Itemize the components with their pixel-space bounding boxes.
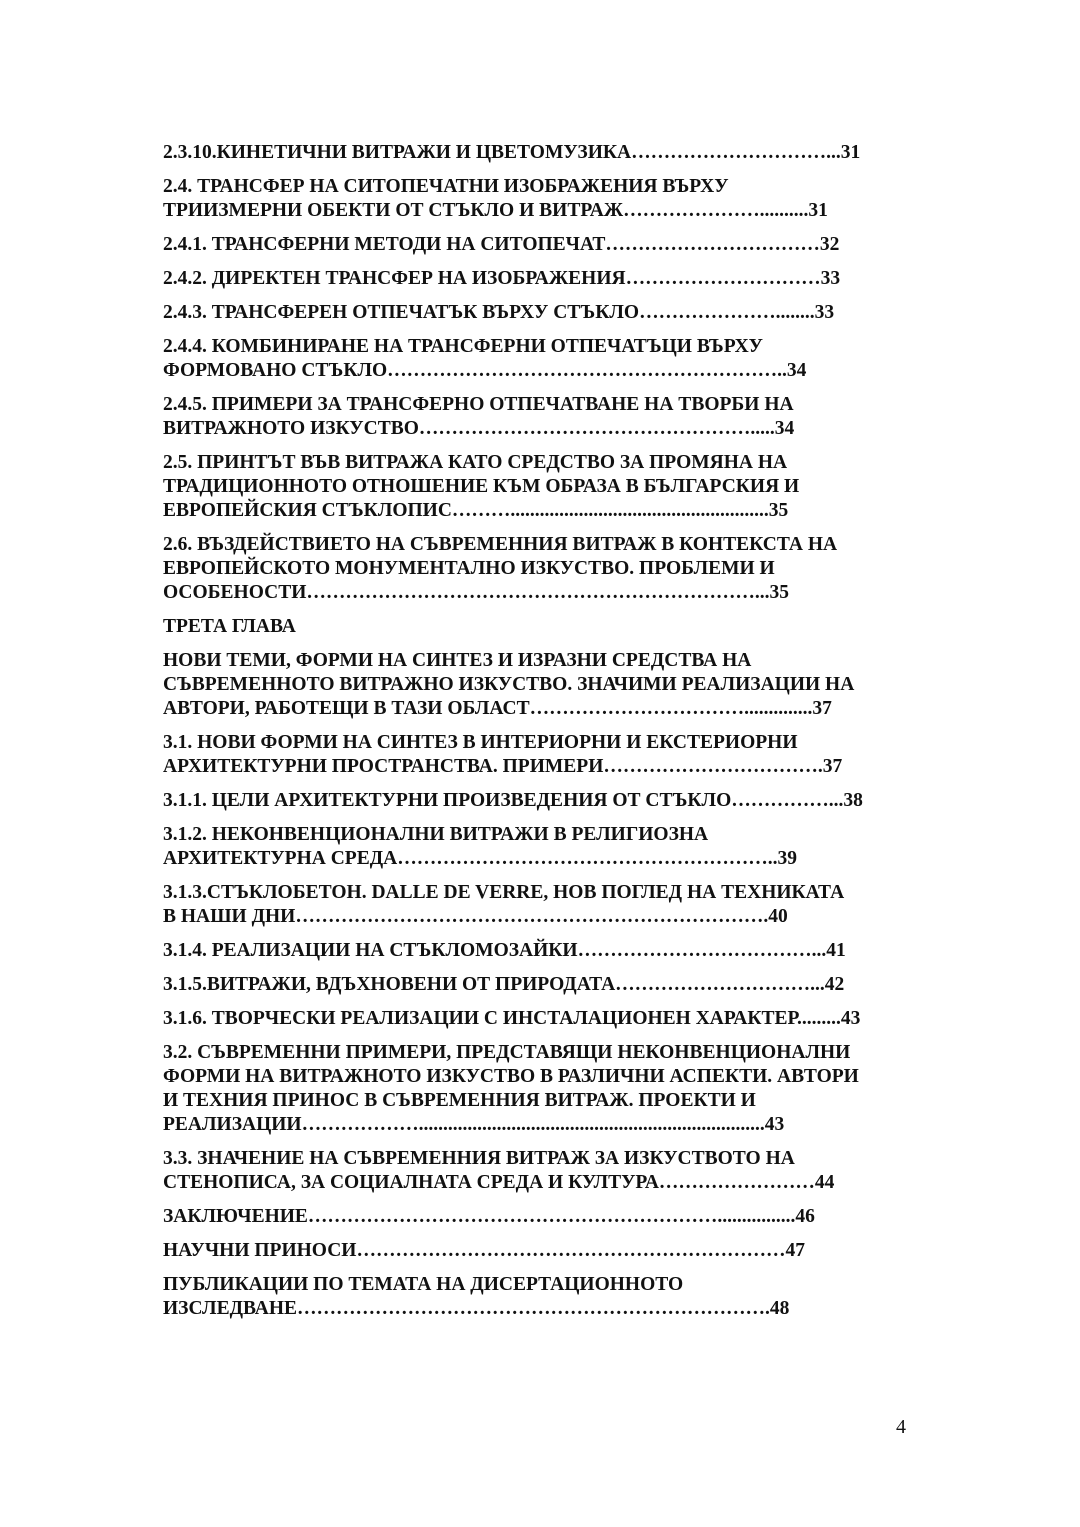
toc-entry: [163, 451, 923, 523]
toc-entry: [163, 533, 923, 605]
table-of-contents: [163, 141, 923, 1331]
toc-entry-line: 3.1.1. ЦЕЛИ АРХИТЕКТУРНИ ПРОИЗВЕДЕНИЯ ОТ СТЪКЛО……………...38: [163, 790, 863, 811]
toc-entry-line: 3.1. НОВИ ФОРМИ НА СИНТЕЗ В ИНТЕРИОРНИ И ЕКСТЕРИОРНИ: [163, 732, 798, 753]
toc-entry-line: 3.1.6. ТВОРЧЕСКИ РЕАЛИЗАЦИИ С ИНСТАЛАЦИОНЕН ХАРАКТЕР.........43: [163, 1008, 861, 1029]
toc-entry: [163, 175, 923, 223]
toc-entry-line: ТРЕТА ГЛАВА: [163, 616, 296, 637]
toc-entry-line: 2.4.2. ДИРЕКТЕН ТРАНСФЕР НА ИЗОБРАЖЕНИЯ…………………………33: [163, 268, 841, 289]
toc-entry-line: 3.1.2. НЕКОНВЕНЦИОНАЛНИ ВИТРАЖИ В РЕЛИГИОЗНА: [163, 824, 709, 845]
toc-entry-line: 2.4. ТРАНСФЕР НА СИТОПЕЧАТНИ ИЗОБРАЖЕНИЯ ВЪРХУ: [163, 176, 729, 197]
toc-entry-line: 3.2. СЪВРЕМЕННИ ПРИМЕРИ, ПРЕДСТАВЯЩИ НЕКОНВЕНЦИОНАЛНИ: [163, 1042, 851, 1063]
toc-entry-line: 2.4.5. ПРИМЕРИ ЗА ТРАНСФЕРНО ОТПЕЧАТВАНЕ НА ТВОРБИ НА: [163, 394, 794, 415]
toc-entry: [163, 823, 923, 871]
toc-entry-line: 2.3.10.КИНЕТИЧНИ ВИТРАЖИ И ЦВЕТОМУЗИКА…………………………...31: [163, 142, 861, 163]
toc-entry: [163, 141, 923, 165]
toc-entry: [163, 1273, 923, 1321]
toc-entry: [163, 233, 923, 257]
toc-entry-line: ОСОБЕНОСТИ……………………………………………………………...35: [163, 582, 790, 603]
page-number: 4: [896, 1416, 906, 1438]
toc-entry-line: 2.4.3. ТРАНСФЕРЕН ОТПЕЧАТЪК ВЪРХУ СТЪКЛО…………………........33: [163, 302, 835, 323]
toc-entry-line: И ТЕХНИЯ ПРИНОС В СЪВРЕМЕННИЯ ВИТРАЖ. ПРОЕКТИ И: [163, 1090, 756, 1111]
toc-entry-line: ЕВРОПЕЙСКОТО МОНУМЕНТАЛНО ИЗКУСТВО. ПРОБЛЕМИ И: [163, 558, 775, 579]
toc-entry-line: ТРИИЗМЕРНИ ОБЕКТИ ОТ СТЪКЛО И ВИТРАЖ…………………..........31: [163, 200, 828, 221]
toc-entry: [163, 789, 923, 813]
toc-entry: [163, 1007, 923, 1031]
toc-entry: [163, 939, 923, 963]
toc-entry-line: 2.4.4. КОМБИНИРАНЕ НА ТРАНСФЕРНИ ОТПЕЧАТЪЦИ ВЪРХУ: [163, 336, 763, 357]
toc-entry-line: НОВИ ТЕМИ, ФОРМИ НА СИНТЕЗ И ИЗРАЗНИ СРЕДСТВА НА: [163, 650, 752, 671]
toc-entry: [163, 1147, 923, 1195]
toc-entry: [163, 393, 923, 441]
toc-entry-line: АРХИТЕКТУРНА СРЕДА…………………………………………………..39: [163, 848, 797, 869]
toc-entry-line: ФОРМИ НА ВИТРАЖНОТО ИЗКУСТВО В РАЗЛИЧНИ АСПЕКТИ. АВТОРИ: [163, 1066, 859, 1087]
toc-entry: [163, 1041, 923, 1137]
toc-entry-line: 3.1.4. РЕАЛИЗАЦИИ НА СТЪКЛОМОЗАЙКИ………………………………...41: [163, 940, 846, 961]
toc-entry-line: 3.1.3.СТЪКЛОБЕТОН. DALLE DE VERRE, НОВ ПОГЛЕД НА ТЕХНИКАТА: [163, 882, 845, 903]
toc-entry-line: ПУБЛИКАЦИИ ПО ТЕМАТА НА ДИСЕРТАЦИОННОТО: [163, 1274, 684, 1295]
toc-entry-line: СТЕНОПИСА, ЗА СОЦИАЛНАТА СРЕДА И КУЛТУРА……………………44: [163, 1172, 835, 1193]
toc-entry: [163, 267, 923, 291]
toc-entry-line: ЗАКЛЮЧЕНИЕ………………………………………………………................46: [163, 1206, 815, 1227]
toc-entry-line: 2.5. ПРИНТЪТ ВЪВ ВИТРАЖА КАТО СРЕДСТВО ЗА ПРОМЯНА НА: [163, 452, 788, 473]
toc-entry: [163, 881, 923, 929]
toc-entry-line: 2.6. ВЪЗДЕЙСТВИЕТО НА СЪВРЕМЕННИЯ ВИТРАЖ В КОНТЕКСТА НА: [163, 534, 838, 555]
toc-entry-line: 3.3. ЗНАЧЕНИЕ НА СЪВРЕМЕННИЯ ВИТРАЖ ЗА ИЗКУСТВОТО НА: [163, 1148, 795, 1169]
toc-entry: [163, 973, 923, 997]
toc-entry-line: 2.4.1. ТРАНСФЕРНИ МЕТОДИ НА СИТОПЕЧАТ……………………………32: [163, 234, 840, 255]
toc-entry: [163, 301, 923, 325]
toc-entry-line: В НАШИ ДНИ……………………………………………………………….40: [163, 906, 788, 927]
toc-entry-line: АРХИТЕКТУРНИ ПРОСТРАНСТВА. ПРИМЕРИ…………………………….37: [163, 756, 843, 777]
toc-entry-line: ЕВРОПЕЙСКИЯ СТЪКЛОПИС……….....................................................35: [163, 500, 789, 521]
toc-entry: [163, 731, 923, 779]
toc-entry-line: 3.1.5.ВИТРАЖИ, ВДЪХНОВЕНИ ОТ ПРИРОДАТА…………………………...42: [163, 974, 845, 995]
toc-entry: [163, 1239, 923, 1263]
toc-entry-line: НАУЧНИ ПРИНОСИ…………………………………………………………47: [163, 1240, 805, 1261]
toc-entry-line: РЕАЛИЗАЦИИ……………….......................................................................43: [163, 1114, 785, 1135]
toc-entry: [163, 649, 923, 721]
toc-entry: [163, 1205, 923, 1229]
toc-entry: [163, 335, 923, 383]
toc-entry-line: СЪВРЕМЕННОТО ВИТРАЖНО ИЗКУСТВО. ЗНАЧИМИ РЕАЛИЗАЦИИ НА: [163, 674, 855, 695]
toc-entry-line: ВИТРАЖНОТО ИЗКУСТВО…………………………………………….....34: [163, 418, 795, 439]
toc-entry-line: ТРАДИЦИОННОТО ОТНОШЕНИЕ КЪМ ОБРАЗА В БЪЛГАРСКИЯ И: [163, 476, 800, 497]
toc-entry-line: ИЗСЛЕДВАНЕ……………………………………………………………….48: [163, 1298, 790, 1319]
toc-entry-line: АВТОРИ, РАБОТЕЩИ В ТАЗИ ОБЛАСТ……………………………..............37: [163, 698, 832, 719]
chapter-heading: [163, 615, 923, 639]
toc-entry-line: ФОРМОВАНО СТЪКЛО……………………………………………………..34: [163, 360, 807, 381]
